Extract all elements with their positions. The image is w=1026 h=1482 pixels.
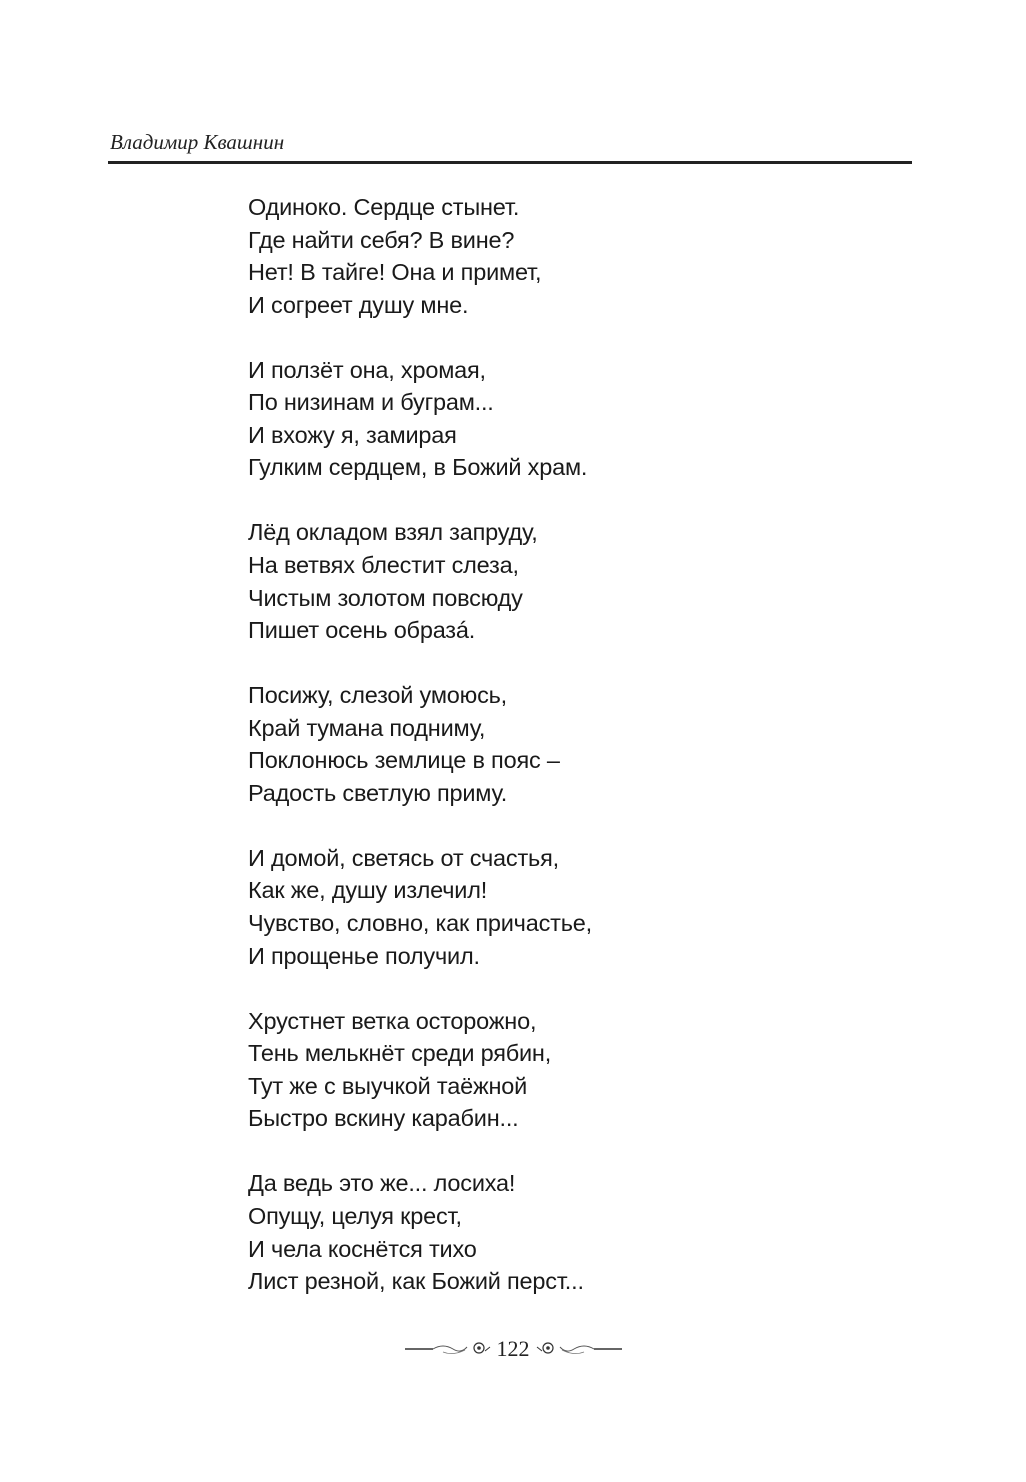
poem-line: И домой, светясь от счастья, <box>248 844 559 871</box>
poem-line: И чела коснётся тихо <box>248 1235 477 1262</box>
poem-line: Быстро вскину карабин... <box>248 1105 519 1132</box>
poem-line: Тут же с выучкой таёжной <box>248 1072 528 1099</box>
poem-line: Опущу, целуя крест, <box>248 1202 462 1229</box>
poem-line: По низинам и буграм... <box>248 389 494 416</box>
poem-line: Радость светлую приму. <box>248 779 508 806</box>
poem-line: Поклонюсь землице в пояс – <box>248 747 560 774</box>
header-rule <box>108 161 912 164</box>
poem-line: Хрустнет ветка осторожно, <box>248 1007 537 1034</box>
poem-line: Пишет осень образá. <box>248 617 476 644</box>
running-head-author: Владимир Квашнин <box>110 130 285 154</box>
poem-line: Тень мелькнёт среди рябин, <box>248 1040 552 1067</box>
poem-line: Нет! В тайге! Она и примет, <box>248 259 542 286</box>
poem-line: Гулким сердцем, в Божий храм. <box>248 454 588 481</box>
poem-line: На ветвях блестит слеза, <box>248 552 519 579</box>
poem-line: Где найти себя? В вине? <box>248 226 515 253</box>
stanza <box>248 354 592 484</box>
stanza <box>248 191 592 321</box>
poem-line: Посижу, слезой умоюсь, <box>248 682 507 709</box>
stanza <box>248 516 592 646</box>
poem-line: Чувство, словно, как причастье, <box>248 910 592 937</box>
page-number: 122 <box>496 1336 530 1361</box>
poem-line: И ползёт она, хромая, <box>248 356 486 383</box>
poem-line: Край тумана подниму, <box>248 714 486 741</box>
poem-line: Да ведь это же... лосиха! <box>248 1170 516 1197</box>
poem-line: Чистым золотом повсюду <box>248 584 523 611</box>
left-ornament-icon <box>403 1339 493 1359</box>
poem-line: Лист резной, как Божий перст... <box>248 1268 584 1295</box>
stanza <box>248 679 592 809</box>
poem <box>248 191 592 1330</box>
stanza <box>248 1005 592 1135</box>
stanza <box>248 1167 592 1297</box>
page-footer <box>0 1336 1026 1362</box>
poem-line: Одиноко. Сердце стынет. <box>248 194 520 220</box>
right-ornament-icon <box>534 1339 624 1359</box>
stanza <box>248 842 592 972</box>
poem-line: И прощенье получил. <box>248 942 480 969</box>
poem-line: Как же, душу излечил! <box>248 877 488 904</box>
poem-line: Лёд окладом взял запруду, <box>248 519 538 546</box>
poem-line: И согреет душу мне. <box>248 291 469 318</box>
poem-line: И вхожу я, замирая <box>248 421 457 448</box>
